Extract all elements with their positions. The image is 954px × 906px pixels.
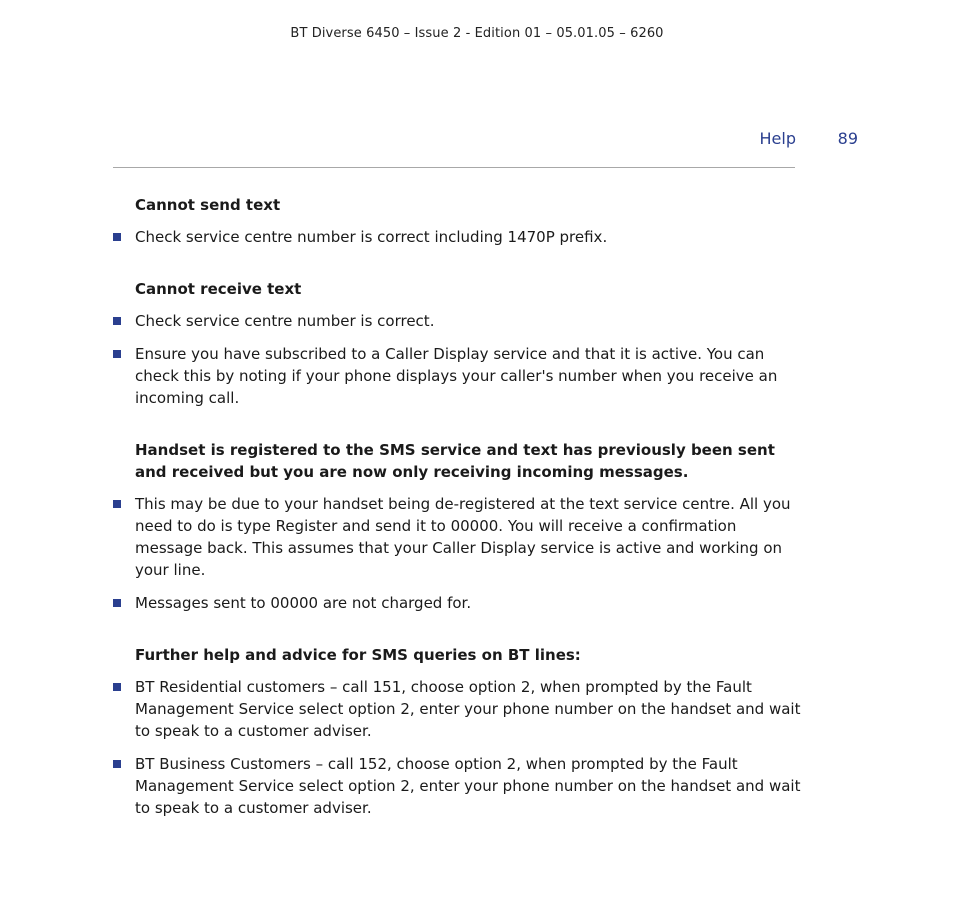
square-bullet-icon	[113, 599, 121, 607]
section-heading: Handset is registered to the SMS service and text has previously been sent and received but you are now only receiving incoming messages.	[135, 441, 775, 481]
bullet-text: Check service centre number is correct including 1470P prefix.	[135, 228, 608, 246]
document-header: BT Diverse 6450 – Issue 2 - Edition 01 – 05.01.05 – 6260	[290, 26, 664, 41]
page-content	[113, 194, 803, 849]
section-handset-registered	[113, 439, 803, 614]
bullet-text: This may be due to your handset being de-registered at the text service centre. All you need to do is type Register and send it to 00000. You will receive a confirmation message back. This assumes that your Caller Display service is active and working on your line.	[135, 495, 791, 579]
section-heading: Cannot send text	[135, 196, 281, 214]
bullet-item	[113, 343, 803, 409]
page-number: 89	[837, 129, 858, 148]
bullet-item	[113, 310, 803, 332]
square-bullet-icon	[113, 760, 121, 768]
bullet-text: Check service centre number is correct.	[135, 312, 435, 330]
bullet-item	[113, 226, 803, 248]
header-rule	[113, 167, 795, 168]
section-heading: Further help and advice for SMS queries on BT lines:	[135, 646, 581, 664]
bullet-text: Ensure you have subscribed to a Caller Display service and that it is active. You can check this by noting if your phone displays your caller's number when you receive an incoming call.	[135, 345, 778, 407]
square-bullet-icon	[113, 500, 121, 508]
section-cannot-send-text	[113, 194, 803, 248]
section-further-help	[113, 644, 803, 819]
square-bullet-icon	[113, 350, 121, 358]
bullet-text: BT Business Customers – call 152, choose option 2, when prompted by the Fault Management Service select option 2, enter your phone number on the handset and wait to speak to a customer adviser.	[135, 755, 801, 817]
section-cannot-receive-text	[113, 278, 803, 409]
bullet-text: Messages sent to 00000 are not charged for.	[135, 594, 472, 612]
bullet-item	[113, 592, 803, 614]
bullet-item	[113, 676, 803, 742]
square-bullet-icon	[113, 317, 121, 325]
square-bullet-icon	[113, 233, 121, 241]
section-label: Help	[759, 129, 796, 148]
section-heading: Cannot receive text	[135, 280, 302, 298]
bullet-text: BT Residential customers – call 151, choose option 2, when prompted by the Fault Management Service select option 2, enter your phone number on the handset and wait to speak to a customer adviser.	[135, 678, 801, 740]
bullet-item	[113, 753, 803, 819]
bullet-item	[113, 493, 803, 581]
square-bullet-icon	[113, 683, 121, 691]
